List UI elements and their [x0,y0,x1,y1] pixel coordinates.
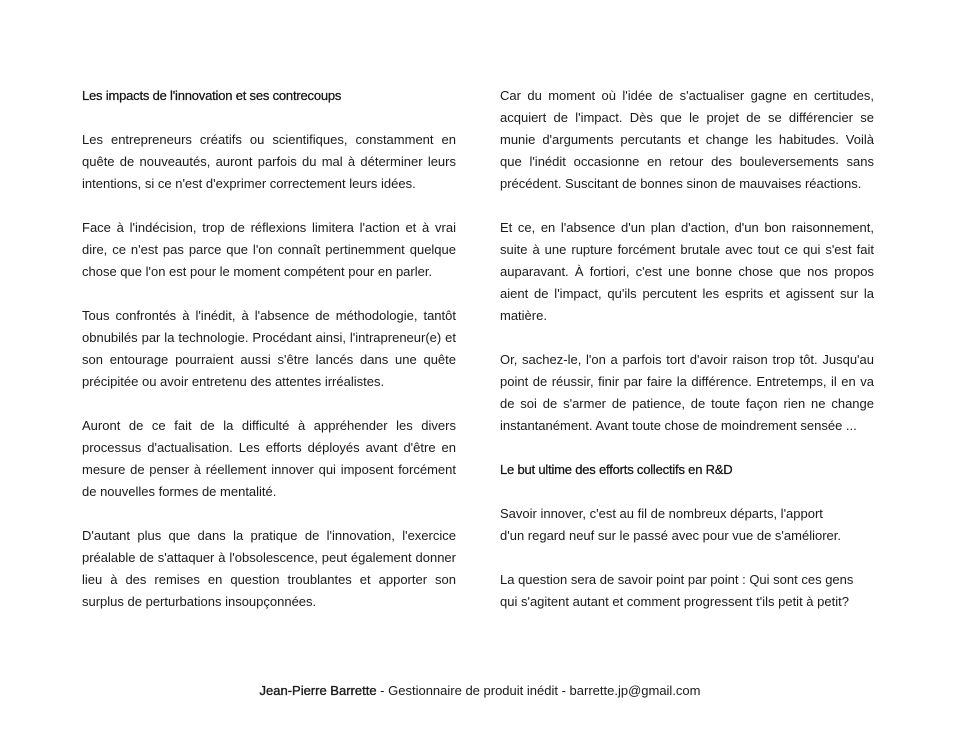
section-heading-rd: Le but ultime des efforts collectifs en R&D [500,462,733,477]
section-heading-impacts: Les impacts de l'innovation et ses contrecoups [82,88,342,103]
author-role: Gestionnaire de produit inédit [388,683,558,698]
paragraph: D'autant plus que dans la pratique de l'innovation, l'exercice préalable de s'attaquer à l'obsolescence, peut également donner lieu à des remises en question troublantes et apporter son surplus de perturbations insoupçonnées. [82,528,456,609]
author-name: Jean-Pierre Barrette [259,683,377,698]
paragraph [500,569,874,613]
paragraph: Car du moment où l'idée de s'actualiser gagne en certitudes, acquiert de l'impact. Dès que le projet de se différencier se munie d'arguments percutants et change les habitudes. Voilà que l'inédit occasionne en retour des bouleversements sans précédent. Suscitant de bonnes sinon de mauvaises réactions. [500,88,874,191]
footer-signature [0,681,960,701]
paragraph-line: Savoir innover, c'est au fil de nombreux départs, l'apport [500,506,823,521]
paragraph [500,503,874,547]
separator: - [376,683,389,698]
author-email: barrette.jp@gmail.com [569,683,701,698]
right-column [500,85,874,635]
paragraph: Et ce, en l'absence d'un plan d'action, d'un bon raisonnement, suite à une rupture forcément brutale avec tout ce qui s'est fait auparavant. À fortiori, c'est une bonne chose que nos propos aient de l'impact, qu'ils percutent les esprits et agissent sur la matière. [500,220,874,323]
separator: - [557,683,570,698]
paragraph: Face à l'indécision, trop de réflexions limitera l'action et à vrai dire, ce n'est pas parce que l'on connaît pertinemment quelque chose que l'on est pour le moment compétent pour en parler. [82,220,456,279]
paragraph-line: d'un regard neuf sur le passé avec pour vue de s'améliorer. [500,528,841,543]
paragraph-line: La question sera de savoir point par point : Qui sont ces gens [500,572,854,587]
paragraph-line: qui s'agitent autant et comment progressent t'ils petit à petit? [500,594,849,609]
paragraph: Auront de ce fait de la difficulté à appréhender les divers processus d'actualisation. Les efforts déployés avant d'être en mesure de penser à réellement innover qui imposent forcément de nouvelles formes de mentalité. [82,418,456,499]
paragraph: Or, sachez-le, l'on a parfois tort d'avoir raison trop tôt. Jusqu'au point de réussir, finir par faire la différence. Entretemps, il en va de soi de s'armer de patience, de toute façon rien ne change instantanément. Avant toute chose de moindrement sensée ... [500,352,874,433]
paragraph: Les entrepreneurs créatifs ou scientifiques, constamment en quête de nouveautés, auront parfois du mal à déterminer leurs intentions, si ce n'est d'exprimer correctement leurs idées. [82,132,456,191]
paragraph: Tous confrontés à l'inédit, à l'absence de méthodologie, tantôt obnubilés par la technologie. Procédant ainsi, l'intrapreneur(e) et son entourage pourraient aussi s'être lancés dans une quête précipitée ou avoir entretenu des attentes irréalistes. [82,308,456,389]
left-column [82,85,456,635]
